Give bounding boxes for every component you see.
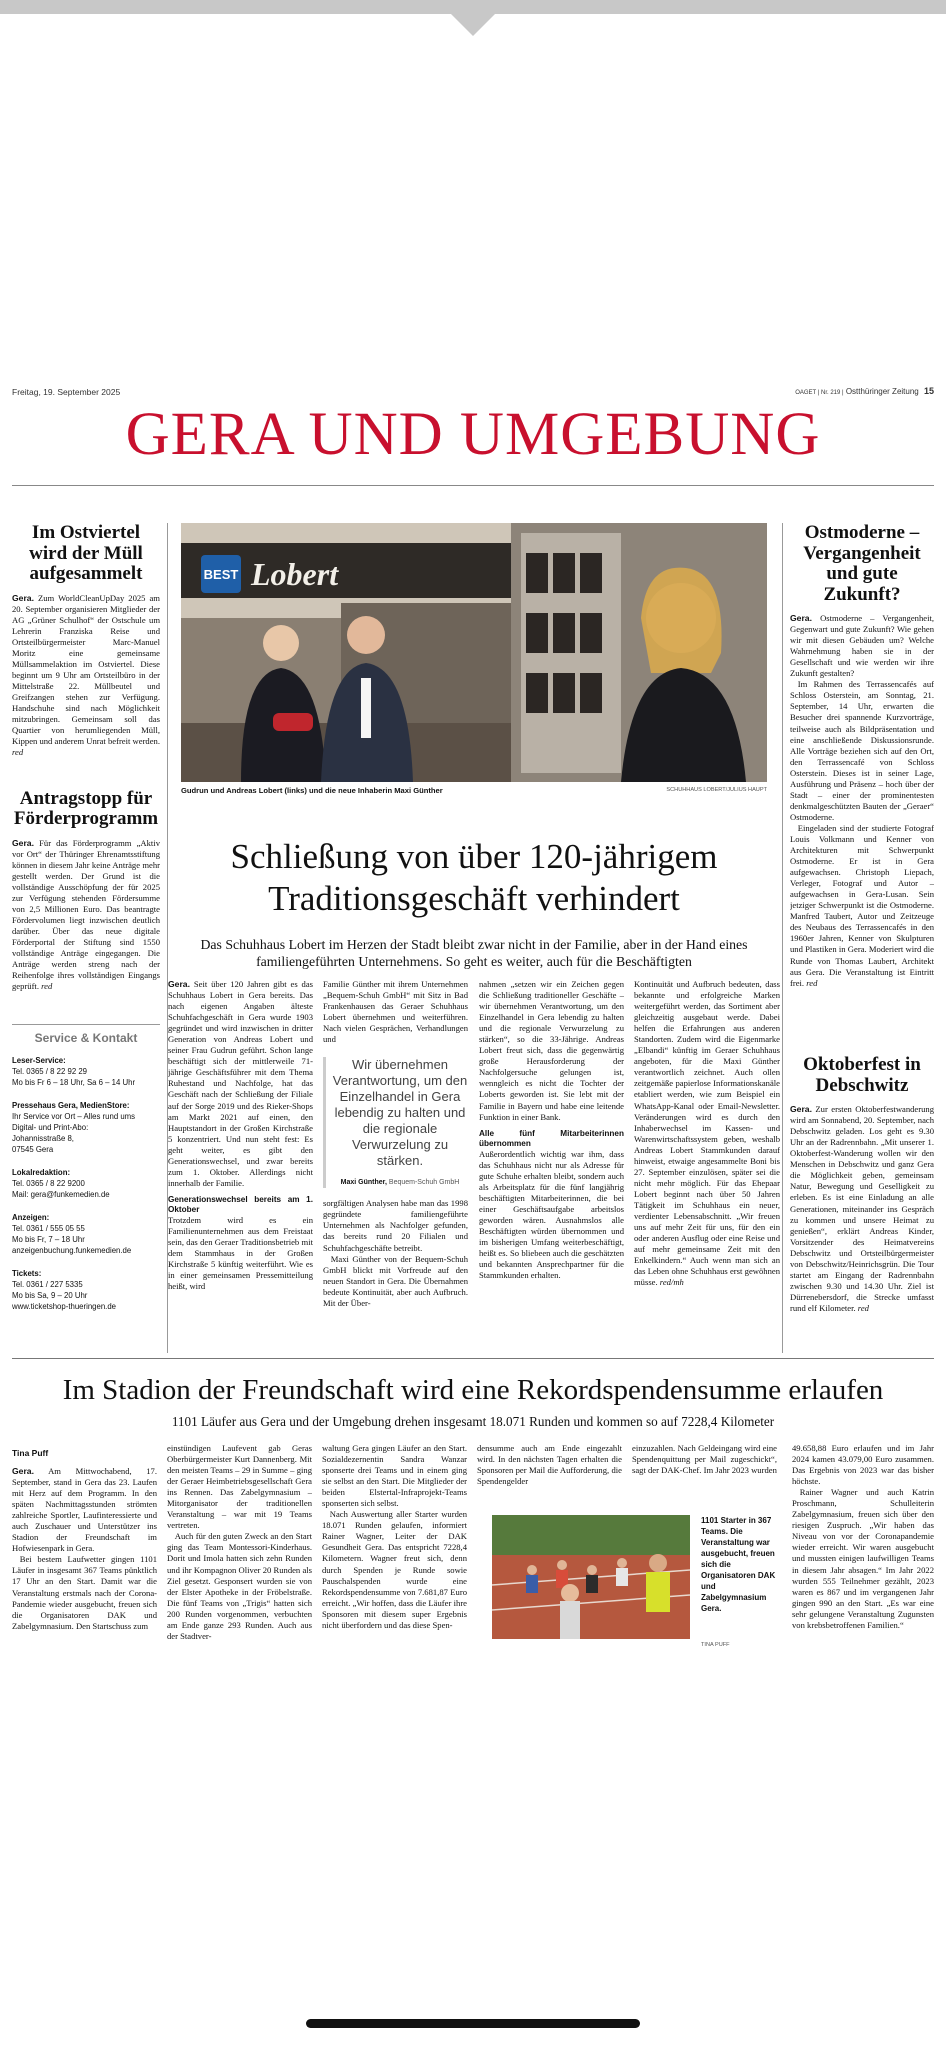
left-column [12,523,160,1312]
article-body: Gera. Ostmoderne – Vergangenheit, Gegenwart und gute Zukunft? Wie gehen wir mit diesen Gebäuden um? Welche Wahrnehmung haben sie in der Gesellschaft und wie werden wir ihre Zukunft gestalten? Im Rahmen des Terrassencafés auf Schloss Osterstein, am Sonntag, 21. September, 14 Uhr, erwarten die Besucher drei spannende Kurzvorträge, teilweise auch als Bildpräsentation und eine anschließende Diskussionsrunde. Alle Vorträge beziehen sich auf den Ort, den Terrassencafé von Schloss Osterstein. Dieses ist in seiner Lage, Ausführung und Präsenz – hoch über der Stadt – einer der prominentesten denkmalgeschützten Bauten der „Geraer“ Ostmoderne. Eingeladen sind der studierte Fotograf Louis Volkmann und Kenner von Architekturen mit Schwerpunkt Ostmoderne. Er ist in Gera aufgewachsen. Christoph Liepach, Verleger, Fotograf und Autor – aufgewachsen in Gera-Lusan. Sein jetziger Schwerpunkt ist die Ostmoderne. Manfred Taubert, Autor und Zeitzeuge des Neubaus des Terrassencafés in den 1960er Jahren, Kenner von Skulpturen und Plastiken in Gera. Moderiert wird die Runde von Thomas Laubert, Architekt aus Gera. Die Veranstaltung ist Eintritt frei. red [790,613,934,988]
main-col-1: Gera. Seit über 120 Jahren gibt es das Schuhhaus Lobert in Gera bereits. Das nach eigenen Angaben älteste Schuhfachgeschäft in Gera wurde 1903 gegründet und wird inzwischen in dritter Generation von Andreas Lobert und seiner Frau Gudrun geführt. Schon lange beschäftigt sich der mittlerweile 71-jährige Geschäftsführer mit dem Thema Ruhestand und Nachfolge, hat das Geschäft nach der Schließung der Filiale auf der Sorge 2019 und des Rieker-Shops am Markt 2021 auf einen, den Hauptstandort in der Großen Kirchstraße 5 konzentriert. Und nun steht fest: Es geht weiter, es gibt den Generationswechsel, und zwar bereits zum 1. Oktober. Allerdings nicht innerhalb der Familie. Generationswechsel bereits am 1. Oktober Trotzdem wird es ein Familienunternehmen aus dem Freistaat sein, das den Geraer Traditionsbetrieb mit dem Stammhaus in der Großen Kirchstraße 5 künftig weiterführt. Wie es in einer gemeinsamen Pressemitteilung heißt, wird [168,979,313,1292]
article-body: Gera. Zum WorldCleanUpDay 2025 am 20. September organisieren Mitglieder der AG „Grüner Schulhof“ der Ostschule um Lehrerin Franziska Reise und Ortsteilbürgermeister Marc-Manuel Moritz eine gemeinsame Müllsammelaktion im Ostviertel. Diese beginnt um 9 Uhr am Ortsteilbüro in der Mittelstraße 22. Müllbeutel und Greifzangen stehen zur Verfügung. Handschuhe sind nach Möglichkeit mitzubringen. Gemeinsam soll das Quartier von herumliegenden Müll, Kippen und anderem Unrat befreit werden. red [12,592,160,758]
run-photo-caption: 1101 Starter in 367 Teams. Die Veranstaltung war ausgebucht, freuen sich die Organisatoren DAK und Zabelgymnasium Gera. [701,1516,776,1613]
run-photo-image [492,1515,690,1639]
bottom-subhead: 1101 Läufer aus Gera und der Umgebung drehen insgesamt 18.071 Runden und kommen so auf 7228,4 Kilometer [171,1414,775,1429]
article-title: Antragstopp für Förderprogramm [13,787,159,830]
section-rule [12,1358,934,1359]
article-title: Ostmoderne – Vergangenheit und gute Zukunft? [803,522,921,605]
main-headline: Schließung von über 120-jährigem Traditionsgeschäft verhindert [230,837,718,918]
service-title: Service & Kontakt [34,1030,138,1045]
collapse-handle-icon[interactable] [451,14,495,36]
main-subhead: Das Schuhhaus Lobert im Herzen der Stadt bleibt zwar nicht in der Familie, aber in der Hand eines familiengeführten Unternehmens. So geht es weiter, auch für die Beschäftigten [200,937,748,969]
pull-quote: Wir übernehmen Verantwortung, um den Einzelhandel in Gera lebendig zu halten und die regionale Verwurzelung zu stärken. Maxi Günther, Bequem-Schuh GmbH [323,1057,468,1188]
run-photo [492,1515,690,1639]
home-indicator[interactable] [306,2019,640,2028]
bottom-col-4: densumme auch am Ende eingezahlt wird. In den nächsten Tagen erhalten die Sponsoren per Mail die Aufforderung, die Spendengelder [477,1443,622,1487]
bottom-col-3: waltung Gera gingen Läufer an den Start. Sozialdezernentin Sandra Wanzar sponserte drei Teams und in einem ging sie selbst an den Start. Die Mitglieder der beiden Elstertal-Infraprojekt-Teams sponserten sich selbst. Nach Auswertung aller Starter wurden 18.071 Runden gelaufen, informiert Rainer Wagner, Leiter der DAK Gesundheit Gera. Das entspricht 7228,4 Kilometern. Wagner freut sich, denn durch Spenden je Runde sowie Pauschalspenden wurde eine Rekordspendensumme von 7.681,87 Euro erreicht. „Wir hoffen, dass die Läufer ihre Sponsoren mit diesem super Ergebnis nicht überfordern und das diese Spen- [322,1443,467,1630]
paper-info [795,386,934,396]
paper-name: Ostthüringer Zeitung [845,387,919,396]
viewer-top-bar [0,0,946,14]
article-title: Oktoberfest in Debschwitz [803,1054,921,1096]
bottom-author: Tina Puff [12,1448,49,1458]
best-logo: BEST [203,567,239,582]
bottom-col-6: 49.658,88 Euro erlaufen und im Jahr 2024 kamen 43.079,00 Euro zusammen. Das Ergebnis von 2023 war das bisher höchste. Rainer Wagner und auch Katrin Proschmann, Schulleiterin Zabelgymnasium, freuen sich über den riesigen Zuspruch. „Wir haben das Niveau von vor der Coronapandemie wieder erreicht. Wir waren ausgebucht und mussten einigen laufwilligen Teams in diesem Jahr absagen.“ Im Jahr 2022 wurden 555 Teilnehmer gezählt, 2023 waren es 867 und im vergangenen Jahr gingen 990 an den Start. „Es war eine sehr gelungene Veranstaltung Zugunsten von krebsbetroffenen Familien.“ [792,1443,934,1630]
photo-credit: SCHUHHAUS LOBERT/JULIUS HAUPT [666,787,767,793]
bottom-col-1: Gera. Am Mittwochabend, 17. September, stand in Gera das 23. Laufen mit Herz auf dem Programm. In den späten Nachmittagsstunden strömten zahlreiche Sportler, Laufinteressierte und auch Zuschauer und Unterstützer ins Stadion der Freundschaft im Hofwiesenpark in Gera. Bei bestem Laufwetter gingen 1101 Läufer in insgesamt 367 Teams pünktlich 17 Uhr an den Start. Damit war die Veranstaltung erstmals nach der Corona-Pandemie wieder ausgebucht, freuen sich die Organisatoren DAK und Zabelgymnasium. Den Startschuss zum [12,1466,157,1631]
page-number: 15 [923,386,934,396]
photo-caption: Gudrun und Andreas Lobert (links) und die neue Inhaberin Maxi Günther [181,786,443,795]
lobert-sign: Lobert [251,556,339,592]
main-col-2: Familie Günther mit ihrem Unternehmen „Bequem-Schuh GmbH“ mit Sitz in Bad Frankenhausen das Geraer Schuhhaus Lobert übernehmen und weiterführen. Nach vielen Gesprächen, Verhandlungen und Wir übernehmen Verantwortung, um den Einzelhandel in Gera lebendig zu halten und die regionale Verwurzelung zu stärken. Maxi Günther, Bequem-Schuh GmbH sorgfältigen Analysen habe man das 1998 gegründete familiengeführte Unternehmen als Nachfolger gefunden, das bereits rund 20 Filialen und Schuhfachgeschäfte betreibt. Maxi Günther von der Bequem-Schuh GmbH blickt mit Vorfreude auf den neuen Standort in Gera. Die Übernahmen bedeute Kontinuität, aber auch Aufbruch. Mit der Über- [323,979,468,1308]
main-col-4: Kontinuität und Aufbruch bedeuten, dass bekannte und erfolgreiche Marken weitergeführt werden, das Sortiment aber gleichzeitig ausgebaut werde. Dabei helfen die Erfahrungen aus anderen Standorten. Zudem wird die Eigenmarke „Elbandi“ künftig im Geraer Schuhhaus angeboten, für die Maxi Günther verantwortlich zeichnet. Auch ollen zeitgemäße papierlose Informationskanäle etabliert werden, wie zum Beispiel ein WhatsApp-Kanal oder Email-Newsletter. Veränderungen wird es durch den Inhaberwechsel im Kassen- und Warenwirtschaftssystem geben, weshalb Andreas Lobert Stammkunden darauf hinweist, etwaige angesammelte Boni bis 27. September einzulösen, später sei die nicht mehr möglich. Für das Ehepaar Lobert beginnt nach über 50 Jahren Tätigkeit im Schuhhaus ein neuer, verdienter Lebensabschnitt. „Wir freuen uns auf mehr Zeit für uns, für den ein oder anderen Ausflug oder eine Reise und auf mehr gemeinsame Zeit mit den Enkelkindern.“ Auch wenn man sich an das Leben ohne Schuhhaus erst gewöhnen müsse. red/mh [634,979,780,1288]
service-contacts: Leser-Service: Tel. 0365 / 8 22 92 29 Mo bis Fr 6 – 18 Uhr, Sa 6 – 14 Uhr Pressehaus Gera, MedienStore: Ihr Service vor Ort – Alles rund ums Digital- und Print-Abo: Johannisstraße 8, 07545 Gera Lokalredaktion: Tel. 0365 / 8 22 9200 Mail: gera@funkemedien.de Anzeigen: Tel. 0361 / 555 05 55 Mo bis Fr, 7 – 18 Uhr anzeigenbuchung.funkemedien.de Tickets: Tel. 0361 / 227 5335 Mo bis Sa, 9 – 20 Uhr www.ticketshop-thueringen.de [12,1055,136,1311]
section-title: GERA UND UMGEBUNG [125,401,821,468]
store-photo-image [181,523,767,782]
run-photo-credit: TINA PUFF [701,1642,730,1648]
bottom-headline: Im Stadion der Freundschaft wird eine Rekordspendensumme erlaufen [62,1374,884,1406]
masthead-rule [12,485,934,486]
store-photo [181,523,767,782]
newspaper-page [0,378,946,1686]
main-col-3: nahmen „setzen wir ein Zeichen gegen die Schließung traditioneller Geschäfte – wir übernehmen Verantwortung, um den Einzelhandel in Gera lebendig zu halten und die regionale Verwurzelung zu stärken“, so die 33-Jährige. Andreas Lobert freut sich, dass die gegenwärtig große Herausforderung der Nachfolgersuche gelungen ist, wenngleich es nicht die Tochter der Loberts geworden ist. Sie lebt mit der Familie in Bayern und habe eine leitende Funktion in einer Bank. Alle fünf Mitarbeiterinnen übernommen Außerordentlich wichtig war ihm, dass das Schuhhaus nicht nur als Adresse für gute Schuhe erhalten bleibt, sondern auch als Arbeitsplatz für die fünf langjährig beschäftigten Mitarbeiterinnen, die bei einer Geschäftsaufgabe arbeitslos geworden wären. Ausnahmslos alle Beschäftigten würden übernommen und im bisherigen Umfang weiterbeschäftigt, heißt es. So bliebeen auch die geschätzten und bekannten Ansprechpartner für die Stammkunden erhalten. [479,979,624,1281]
issue-date: Freitag, 19. September 2025 [12,387,121,397]
bottom-col-2: einstündigen Laufevent gab Geras Oberbürgermeister Kurt Dannenberg. Mit den meisten Teams – 29 in Summe – ging der Geraer Heimbetriebsgesellschaft Gera ins Rennen. Das Zabelgymnasium – Mitorganisator der traditionellen Veranstaltung – war mit 19 Teams vertreten. Auch für den guten Zweck an den Start ging das Team Montessori-Kinderhaus. Dorit und Imola hatten sich zehn Runden und ihr Kompagnon Oliver 20 Runden als Ziel gesetzt. Gesponsert wurden sie von der Elster Apotheke in der Fröbelstraße. Die fünf Teams von „Trigis“ hatten sich 200 Runden vorgenommen, verbuchten am Ende ganze 293 Runden. Auch aus der Stadtver- [167,1443,312,1641]
article-title: Im Ostviertel wird der Müll aufgesammelt [29,522,143,585]
bottom-col-5: einzuzahlen. Nach Geldeingang wird eine Spendenquittung per Mail zugeschickt“, sagt der DAK-Chef. Im Jahr 2023 wurden [632,1443,777,1476]
issue-code: OAGET | Nr. 219 | [795,390,844,396]
right-column [790,523,934,1346]
article-body: Gera. Zur ersten Oktoberfestwanderung wird am Sonnabend, 20. September, nach Debschwitz geladen. Los geht es 9.30 Uhr an der Radrennbahn. „Mit unserer 1. Oktoberfest-Wanderung wollen wir den Menschen in Debschwitz und ganz Gera die Möglichkeit geben, gemeinsam Natur, Bewegung und Geselligkeit zu erleben. Es ist eine Einladung an alle Generationen, miteinander ins Gespräch zu kommen und unsere Heimat zu genießen“, erklärt Andreas Kinder, Vorsitzender des Heimatvereins Debschwitz und Ortsteilbürgermeister von Debschwitz/Heinrichsgrün. Die Tour startet am Eingang der Radrennbahn zwischen 9.30 und 14.30 Uhr. Ziel ist Dürrenebersdorf, die Strecke umfasst rund elf Kilometer. red [790,1104,934,1313]
article-body: Gera. Für das Förderprogramm „Aktiv vor Ort“ der Thüringer Ehrenamtsstiftung können in diesem Jahr keine Anträge mehr gestellt werden. Der Grund ist die vollständige Ausschöpfung der für 2025 zur Verfügung stehenden Fördersumme von 2,5 Millionen Euro. Das beantragte Fördervolumen liegt inzwischen deutlich darüber. Über das neue digitale Förderportal der Stiftung sind 1550 vollständige Anträge eingegangen. Die Anträge werden streng nach der Reihenfolge ihres vollständigen Eingangs geprüft. red [12,837,160,992]
